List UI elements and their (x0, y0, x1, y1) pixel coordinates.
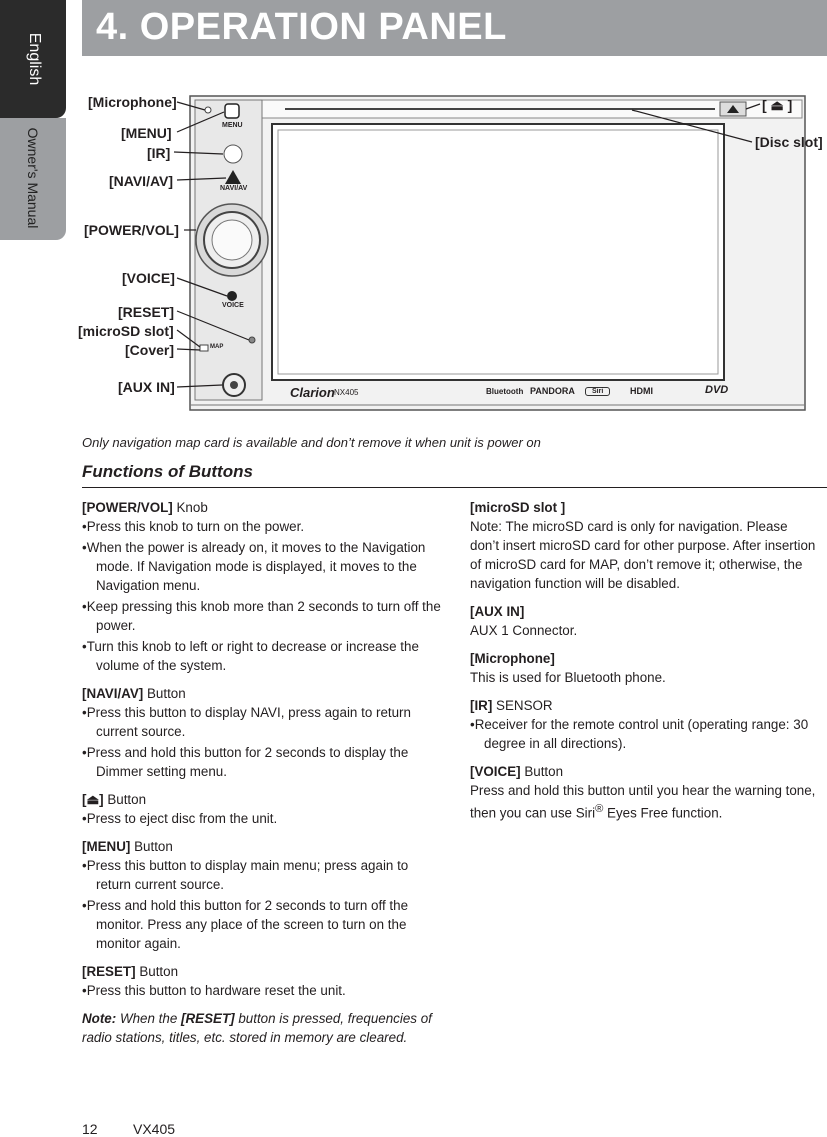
page-number: 12 (82, 1121, 98, 1137)
list-item: • Keep pressing this knob more than 2 seconds to turn off the power. (82, 597, 442, 635)
pandora-logo: PANDORA (530, 386, 575, 396)
list-item: • When the power is already on, it moves to the Navigation mode. If Navigation mode is displayed, it moves to the Navigation menu. (82, 538, 442, 595)
navi-av-heading: [NAVI/AV] Button (82, 686, 186, 701)
ir-text: •Receiver for the remote control unit (operating range: 30 degree in all directions). (470, 717, 809, 751)
callout-navi-av: [NAVI/AV] (109, 173, 174, 189)
callout-microsd-slot: [microSD slot] (78, 323, 174, 339)
menu-list (82, 856, 442, 953)
siri-logo: Siri (585, 387, 610, 396)
language-label: English (26, 32, 43, 86)
microphone-text: This is used for Bluetooth phone. (470, 670, 666, 685)
aux-in-heading: [AUX IN] (470, 604, 525, 619)
callout-menu: [MENU] (121, 125, 172, 141)
callout-ir: [IR] (147, 145, 171, 161)
unit-menu-label: MENU (222, 122, 243, 129)
list-item: • Press this knob to turn on the power. (82, 517, 442, 536)
navi-av-list (82, 703, 442, 781)
section-title: Functions of Buttons (82, 462, 253, 481)
unit-illustration (0, 60, 827, 420)
power-vol-list (82, 517, 442, 675)
brand-logo: Clarion (290, 385, 335, 400)
callout-microphone: [Microphone] (88, 94, 177, 110)
aux-in-jack-hole (230, 381, 238, 389)
microsd-heading: [microSD slot ] (470, 500, 566, 515)
model-label: NX405 (334, 388, 359, 397)
functions-right-column (470, 498, 820, 831)
microphone-hole (205, 107, 211, 113)
footer-model: VX405 (133, 1121, 176, 1137)
bluetooth-logo: Bluetooth (486, 387, 524, 396)
voice-button (227, 291, 237, 301)
list-item: • Press to eject disc from the unit. (82, 809, 442, 828)
callout-disc-slot: [Disc slot] (755, 134, 823, 150)
power-vol-knob (212, 220, 252, 260)
dvd-logo: DVD (705, 384, 729, 396)
menu-button (225, 104, 239, 118)
callout-voice: [VOICE] (122, 270, 175, 286)
functions-left-column (82, 498, 442, 1056)
callout-aux-in: [AUX IN] (118, 379, 175, 395)
page-title: 4. OPERATION PANEL (96, 6, 507, 48)
reset-note: Note: When the [RESET] button is pressed, frequencies of radio stations, titles, etc. stored in memory are cleared. (82, 1011, 432, 1045)
microsd-cover (200, 345, 208, 351)
operation-panel-figure (0, 60, 827, 420)
unit-voice-label: VOICE (222, 302, 244, 309)
eject-list (82, 809, 442, 828)
section-divider (82, 487, 827, 488)
unit-navi-av-label: NAVI/AV (220, 185, 248, 192)
list-item: • Press and hold this button for 2 seconds to turn off the monitor. Press any place of the screen to turn on the monitor again. (82, 896, 442, 953)
list-item: • Press and hold this button for 2 seconds to display the Dimmer setting menu. (82, 743, 442, 781)
callout-eject: [ ⏏ ] (762, 97, 793, 113)
aux-in-text: AUX 1 Connector. (470, 623, 578, 638)
reset-hole (249, 337, 255, 343)
power-vol-heading: [POWER/VOL] Knob (82, 500, 208, 515)
display-screen (272, 124, 724, 380)
list-item: • Press this button to hardware reset the unit. (82, 981, 442, 1000)
microsd-text: Note: The microSD card is only for navigation. Please don’t insert microSD card for other purpose. After insertion of microSD card for MAP, don’t remove it; otherwise, the navigation function will be disabled. (470, 519, 816, 591)
figure-caption: Only navigation map card is available and don’t remove it when unit is power on (82, 435, 541, 450)
voice-text: Press and hold this button until you hear the warning tone, then you can use Siri® Eyes Free function. (470, 783, 816, 821)
ir-heading: [IR] SENSOR (470, 698, 553, 713)
callout-cover: [Cover] (125, 342, 175, 358)
voice-heading: [VOICE] Button (470, 764, 564, 779)
reset-list (82, 981, 442, 1000)
callout-reset: [RESET] (118, 304, 174, 320)
list-item: • Press this button to display main menu; press again to return current source. (82, 856, 442, 894)
unit-map-label: MAP (210, 344, 224, 350)
ir-sensor (224, 145, 242, 163)
microphone-heading: [Microphone] (470, 651, 555, 666)
page-title-bar (82, 0, 827, 56)
menu-heading: [MENU] Button (82, 839, 173, 854)
reset-heading: [RESET] Button (82, 964, 179, 979)
manual-label: Owner's Manual (25, 127, 41, 229)
hdmi-logo: HDMI (630, 386, 653, 396)
eject-heading: [⏏] Button (82, 792, 147, 807)
callout-power-vol: [POWER/VOL] (84, 222, 179, 238)
list-item: • Turn this knob to left or right to decrease or increase the volume of the system. (82, 637, 442, 675)
list-item: • Press this button to display NAVI, press again to return current source. (82, 703, 442, 741)
